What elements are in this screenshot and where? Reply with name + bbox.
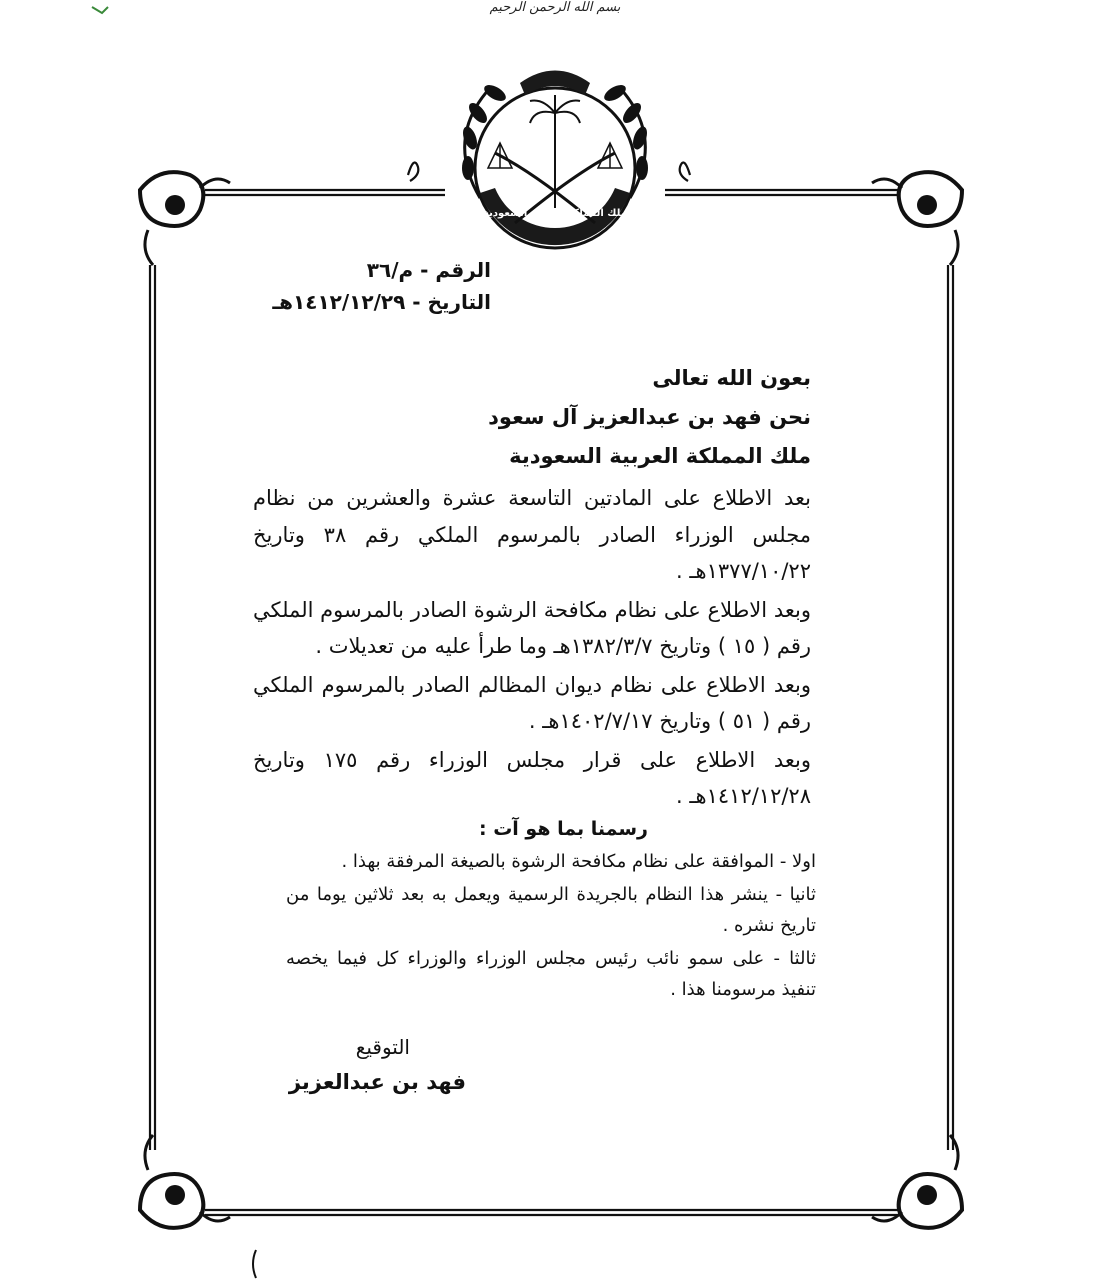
article-item: ثانيا - ينشر هذا النظام بالجريدة الرسمية ويعمل به بعد ثلاثين يوما من تاريخ نشره . — [286, 884, 816, 936]
issuer-name: نحن فهد بن عبدالعزيز آل سعود — [488, 405, 811, 429]
decree-intro: رسمنا بما هو آت : — [478, 818, 648, 840]
article-item: ثالثا - على سمو نائب رئيس مجلس الوزراء والوزراء كل فيما يخصه تنفيذ مرسومنا هذا . — [286, 948, 816, 1000]
corner-ornament-top-right — [872, 172, 962, 265]
corner-ornament-top-left — [140, 172, 230, 265]
article-item: اولا - الموافقة على نظام مكافحة الرشوة بالصيغة المرفقة بهذا . — [341, 851, 816, 872]
saudi-emblem-icon — [440, 28, 670, 268]
margin-mark — [248, 1248, 260, 1280]
reference-number: الرقم - م/٣٦ — [366, 258, 491, 282]
signatory-name: فهد بن عبدالعزيز — [288, 1070, 466, 1094]
recital-paragraph: وبعد الاطلاع على نظام ديوان المظالم الصادر بالمرسوم الملكي رقم ( ٥١ ) وتاريخ ١٤٠٢/٧/١٧هـ . — [253, 672, 811, 733]
signature-label: التوقيع — [355, 1035, 410, 1059]
recital-paragraph: بعد الاطلاع على المادتين التاسعة عشرة والعشرين من نظام مجلس الوزراء الصادر بالمرسوم الملكي رقم ٣٨ وتاريخ ١٣٧٧/١٠/٢٢هـ . — [253, 486, 811, 583]
reference-date: التاريخ - ١٤١٢/١٢/٢٩هـ — [272, 290, 491, 314]
recitals — [253, 480, 811, 817]
recital-paragraph: وبعد الاطلاع على نظام مكافحة الرشوة الصادر بالمرسوم الملكي رقم ( ١٥ ) وتاريخ ١٣٨٢/٣/٧هـ وما طرأ عليه من تعديلات . — [253, 597, 811, 658]
basmala: بسم الله الرحمن الرحيم — [489, 0, 621, 15]
green-corner-mark — [90, 0, 110, 10]
opening-invocation: بعون الله تعالى — [652, 366, 811, 390]
emblem-ring-text: ملك المملكة العربية السعودية — [483, 208, 627, 219]
decree-articles — [286, 846, 816, 1007]
recital-paragraph: وبعد الاطلاع على قرار مجلس الوزراء رقم ١٧٥ وتاريخ ١٤١٢/١٢/٢٨هـ . — [253, 747, 811, 808]
issuer-title: ملك المملكة العربية السعودية — [509, 444, 811, 468]
